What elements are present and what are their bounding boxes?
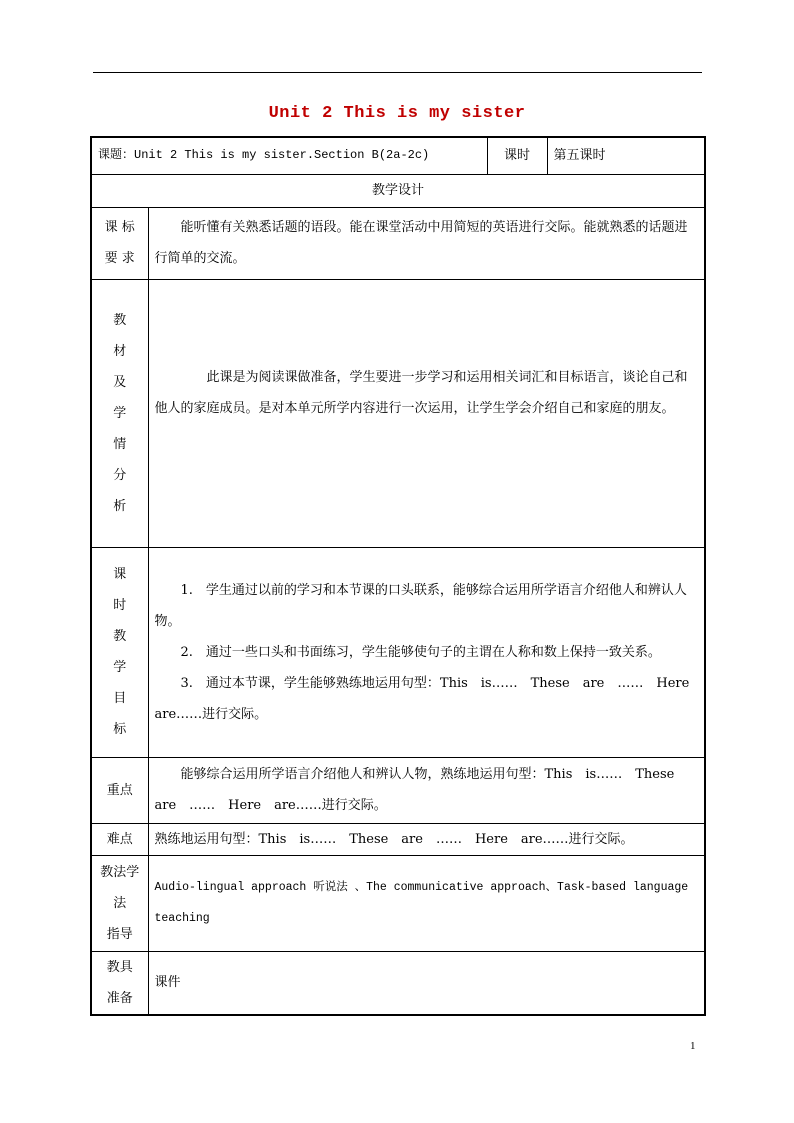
curriculum-label (91, 207, 148, 279)
objective-item: 2. 通过一些口头和书面练习，学生能够使句子的主谓在人称和数上保持一致关系。 (180, 644, 661, 660)
difficulties-row (91, 823, 705, 855)
methods-label-line: 指导 (106, 926, 133, 942)
objectives-label-char: 课 (113, 567, 127, 582)
topic-cell: 课题：Unit 2 This is my sister.Section B(2a-2c) (91, 137, 487, 174)
lesson-plan-table (90, 136, 706, 1016)
objectives-content (148, 547, 705, 757)
period-value: 第五课时 (547, 137, 705, 174)
tools-label-line: 准备 (106, 990, 133, 1006)
curriculum-row (91, 207, 705, 279)
key-points-label: 重点 (91, 757, 148, 823)
analysis-label-char: 学 (113, 405, 127, 421)
difficulties-content: 熟练地运用句型：This is…… These are …… Here are……进行交际。 (148, 823, 705, 855)
document-title: Unit 2 This is my sister (268, 104, 526, 123)
analysis-label-char: 情 (113, 436, 127, 452)
objectives-label-char: 时 (113, 598, 127, 613)
curriculum-label-line: 要 求 (104, 251, 135, 266)
methods-label-line: 法 (113, 895, 127, 911)
analysis-label-char: 材 (113, 343, 127, 359)
curriculum-label-line: 课 标 (104, 220, 135, 235)
curriculum-content: 能听懂有关熟悉话题的语段。能在课堂活动中用简短的英语进行交际。能就熟悉的话题进行简单的交流。 (148, 207, 705, 279)
difficulties-label: 难点 (91, 823, 148, 855)
objective-item: 3. 通过本节课，学生能够熟练地运用句型：This is…… These are …… Here are……进行交际。 (154, 675, 703, 722)
design-label: 教学设计 (91, 174, 705, 207)
objective-item: 1. 学生通过以前的学习和本节课的口头联系，能够综合运用所学语言介绍他人和辨认人物。 (154, 582, 687, 629)
tools-label-line: 教具 (106, 959, 133, 975)
tools-content: 课件 (148, 951, 705, 1015)
objectives-label-char: 目 (113, 691, 127, 706)
analysis-label (91, 279, 148, 547)
period-label: 课时 (487, 137, 547, 174)
objectives-label-char: 标 (113, 722, 127, 737)
key-points-row (91, 757, 705, 823)
analysis-label-char: 分 (113, 467, 127, 483)
methods-content: Audio-lingual approach 听说法 、The communicative approach、Task-based language teaching (148, 855, 705, 951)
methods-label-line: 教法学 (100, 864, 140, 880)
methods-row (91, 855, 705, 951)
analysis-label-char: 及 (113, 374, 127, 390)
header-rule (93, 72, 702, 73)
design-row (91, 174, 705, 207)
analysis-content: 此课是为阅读课做准备，学生要进一步学习和运用相关词汇和目标语言，谈论自己和他人的家庭成员。是对本单元所学内容进行一次运用，让学生学会介绍自己和家庭的朋友。 (148, 279, 705, 547)
key-points-content: 能够综合运用所学语言介绍他人和辨认人物，熟练地运用句型：This is…… These are …… Here are……进行交际。 (148, 757, 705, 823)
analysis-label-char: 析 (113, 498, 127, 514)
page-number: 1 (690, 1040, 696, 1052)
tools-label (91, 951, 148, 1015)
methods-label (91, 855, 148, 951)
objectives-label-char: 教 (113, 629, 127, 644)
analysis-label-char: 教 (113, 312, 127, 328)
tools-row (91, 951, 705, 1015)
objectives-row (91, 547, 705, 757)
header-row (91, 137, 705, 174)
analysis-row (91, 279, 705, 547)
objectives-label-char: 学 (113, 660, 127, 675)
objectives-label (91, 547, 148, 757)
